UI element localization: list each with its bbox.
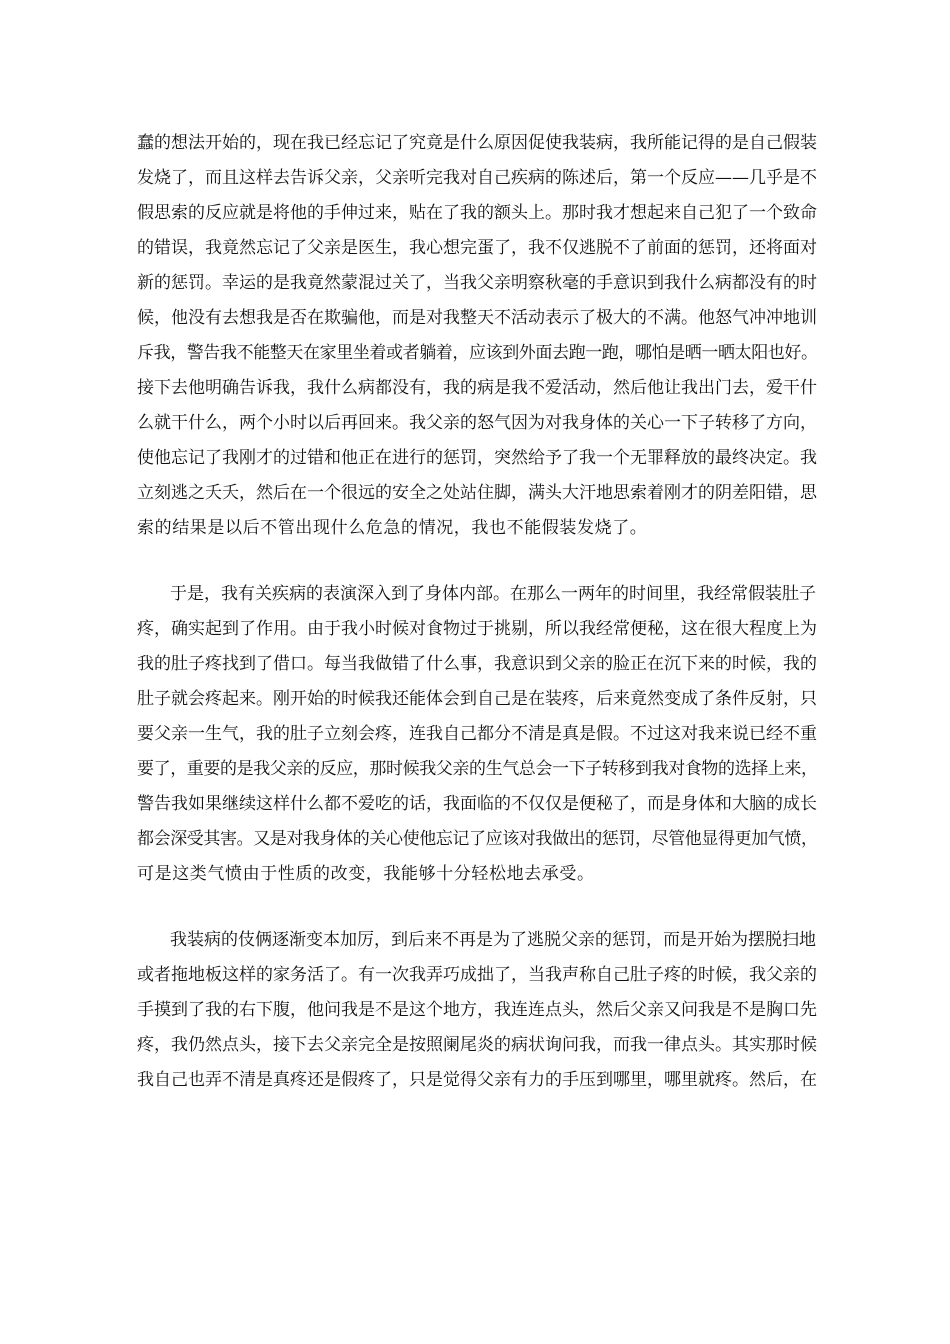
text-line: 立刻逃之夭夭，然后在一个很远的安全之处站住脚，满头大汗地思索着刚才的阴差阳错，思 (137, 483, 817, 503)
text-line: 疼，我仍然点头，接下去父亲完全是按照阑尾炎的病状询问我，而我一律点头。其实那时候 (137, 1035, 817, 1055)
text-line: 接下去他明确告诉我，我什么病都没有，我的病是我不爱活动，然后他让我出门去，爱干什 (137, 378, 817, 398)
text-line: 于是，我有关疾病的表演深入到了身体内部。在那么一两年的时间里，我经常假装肚子 (170, 584, 816, 604)
text-line: 可是这类气愤由于性质的改变，我能够十分轻松地去承受。 (137, 864, 595, 884)
text-line: 使他忘记了我刚才的过错和他正在进行的惩罚，突然给予了我一个无罪释放的最终决定。我 (137, 448, 817, 468)
text-line: 假思索的反应就是将他的手伸过来，贴在了我的额头上。那时我才想起来自己犯了一个致命 (137, 203, 817, 223)
text-line: 发烧了，而且这样去告诉父亲，父亲听完我对自己疾病的陈述后，第一个反应——几乎是不 (137, 168, 817, 188)
text-line: 我自己也弄不清是真疼还是假疼了，只是觉得父亲有力的手压到哪里，哪里就疼。然后，在 (137, 1070, 817, 1090)
text-line: 肚子就会疼起来。刚开始的时候我还能体会到自己是在装疼，后来竟然变成了条件反射，只 (137, 689, 817, 709)
text-line: 警告我如果继续这样什么都不爱吃的话，我面临的不仅仅是便秘了，而是身体和大脑的成长 (137, 794, 817, 814)
text-line: 或者拖地板这样的家务活了。有一次我弄巧成拙了，当我声称自己肚子疼的时候，我父亲的 (137, 965, 817, 985)
text-line: 索的结果是以后不管出现什么危急的情况，我也不能假装发烧了。 (137, 518, 648, 538)
text-line: 新的惩罚。幸运的是我竟然蒙混过关了，当我父亲明察秋毫的手意识到我什么病都没有的时 (137, 273, 817, 293)
text-line: 我装病的伎俩逐渐变本加厉，到后来不再是为了逃脱父亲的惩罚，而是开始为摆脱扫地 (170, 930, 816, 950)
text-line: 候，他没有去想我是否在欺骗他，而是对我整天不活动表示了极大的不满。他怒气冲冲地训 (137, 308, 817, 328)
text-line: 疼，确实起到了作用。由于我小时候对食物过于挑剔，所以我经常便秘，这在很大程度上为 (137, 619, 817, 639)
text-line: 要父亲一生气，我的肚子立刻会疼，连我自己都分不清是真是假。不过这对我来说已经不重 (137, 724, 817, 744)
text-line: 的错误，我竟然忘记了父亲是医生，我心想完蛋了，我不仅逃脱不了前面的惩罚，还将面对 (137, 238, 817, 258)
text-line: 要了，重要的是我父亲的反应，那时候我父亲的生气总会一下子转移到我对食物的选择上来， (137, 759, 818, 779)
text-line: 蠢的想法开始的，现在我已经忘记了究竟是什么原因促使我装病，我所能记得的是自己假装 (137, 133, 817, 153)
text-line: 我的肚子疼找到了借口。每当我做错了什么事，我意识到父亲的脸正在沉下来的时候，我的 (137, 654, 817, 674)
text-line: 都会深受其害。又是对我身体的关心使他忘记了应该对我做出的惩罚，尽管他显得更加气愤， (137, 829, 818, 849)
text-line: 么就干什么，两个小时以后再回来。我父亲的怒气因为对我身体的关心一下子转移了方向， (137, 413, 817, 433)
text-line: 手摸到了我的右下腹，他问我是不是这个地方，我连连点头，然后父亲又问我是不是胸口先 (137, 1000, 817, 1020)
text-line: 斥我，警告我不能整天在家里坐着或者躺着，应该到外面去跑一跑，哪怕是晒一晒太阳也好。 (137, 343, 818, 363)
